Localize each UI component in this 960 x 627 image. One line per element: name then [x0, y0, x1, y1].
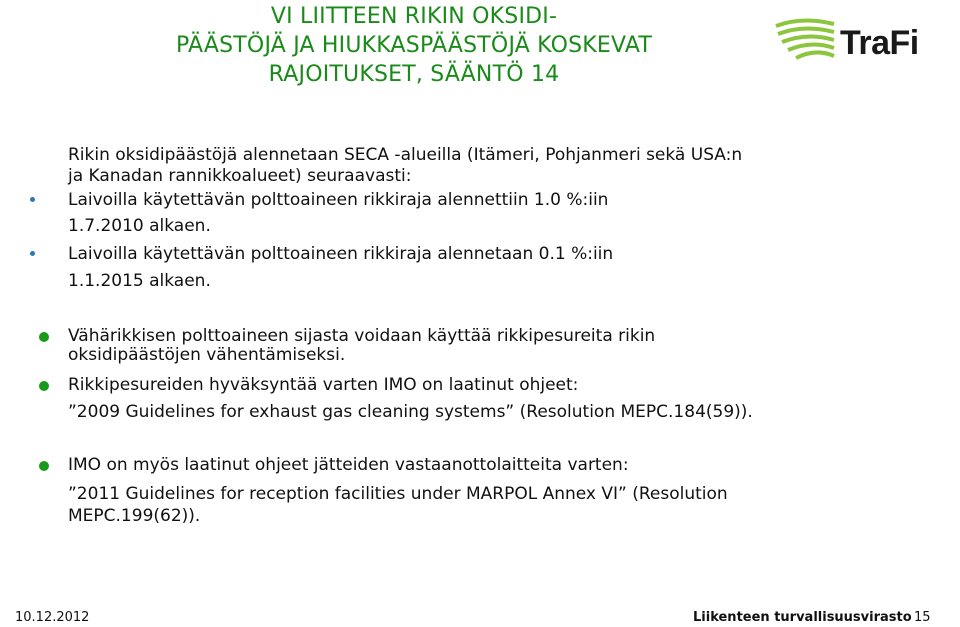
intro-line-1: Rikin oksidipäästöjä alennetaan SECA -alueilla (Itämeri, Pohjanmeri sekä USA:n	[68, 145, 743, 165]
bullet-3-line-3: MEPC.199(62)).	[68, 506, 201, 526]
trafi-logo-text: TraFi	[840, 24, 919, 62]
title-line-1: VI LIITTEEN RIKIN OKSIDI-	[270, 4, 558, 29]
bullet-2-line-2: ”2009 Guidelines for exhaust gas cleaning systems” (Resolution MEPC.184(59)).	[68, 402, 753, 422]
sub-bullet-marker-2	[30, 251, 35, 256]
sub-item-1-line-1: Laivoilla käytettävän polttoaineen rikkiraja alennettiin 1.0 %:iin	[68, 190, 609, 210]
slide-title	[124, 2, 704, 89]
bullet-marker-2	[39, 381, 49, 391]
sub-item-2-line-2: 1.1.2015 alkaen.	[68, 271, 211, 291]
title-line-2: PÄÄSTÖJÄ JA HIUKKASPÄÄSTÖJÄ KOSKEVAT	[175, 33, 653, 58]
sub-bullet-marker-1	[30, 197, 35, 202]
bullet-2-line-1: Rikkipesureiden hyväksyntää varten IMO on laatinut ohjeet:	[68, 375, 579, 395]
bullet-marker-1	[39, 332, 49, 342]
footer-agency: Liikenteen turvallisuusvirasto	[693, 610, 912, 625]
title-line-3: RAJOITUKSET, SÄÄNTÖ 14	[268, 62, 560, 87]
sub-item-2-line-1: Laivoilla käytettävän polttoaineen rikkiraja alennetaan 0.1 %:iin	[68, 244, 614, 264]
footer-date: 10.12.2012	[15, 610, 90, 625]
bullet-1-line-2: oksidipäästöjen vähentämiseksi.	[68, 345, 346, 365]
bullet-3-line-1: IMO on myös laatinut ohjeet jätteiden vastaanottolaitteita varten:	[68, 455, 629, 475]
intro-line-2: ja Kanadan rannikkoalueet) seuraavasti:	[68, 166, 412, 186]
bullet-1-line-1: Vähärikkisen polttoaineen sijasta voidaan käyttää rikkipesureita rikin	[68, 326, 656, 346]
footer-page-number: 15	[914, 610, 931, 625]
bullet-marker-3	[39, 461, 49, 471]
sub-item-1-line-2: 1.7.2010 alkaen.	[68, 216, 211, 236]
bullet-3-line-2: ”2011 Guidelines for reception facilities under MARPOL Annex VI” (Resolution	[68, 484, 728, 504]
